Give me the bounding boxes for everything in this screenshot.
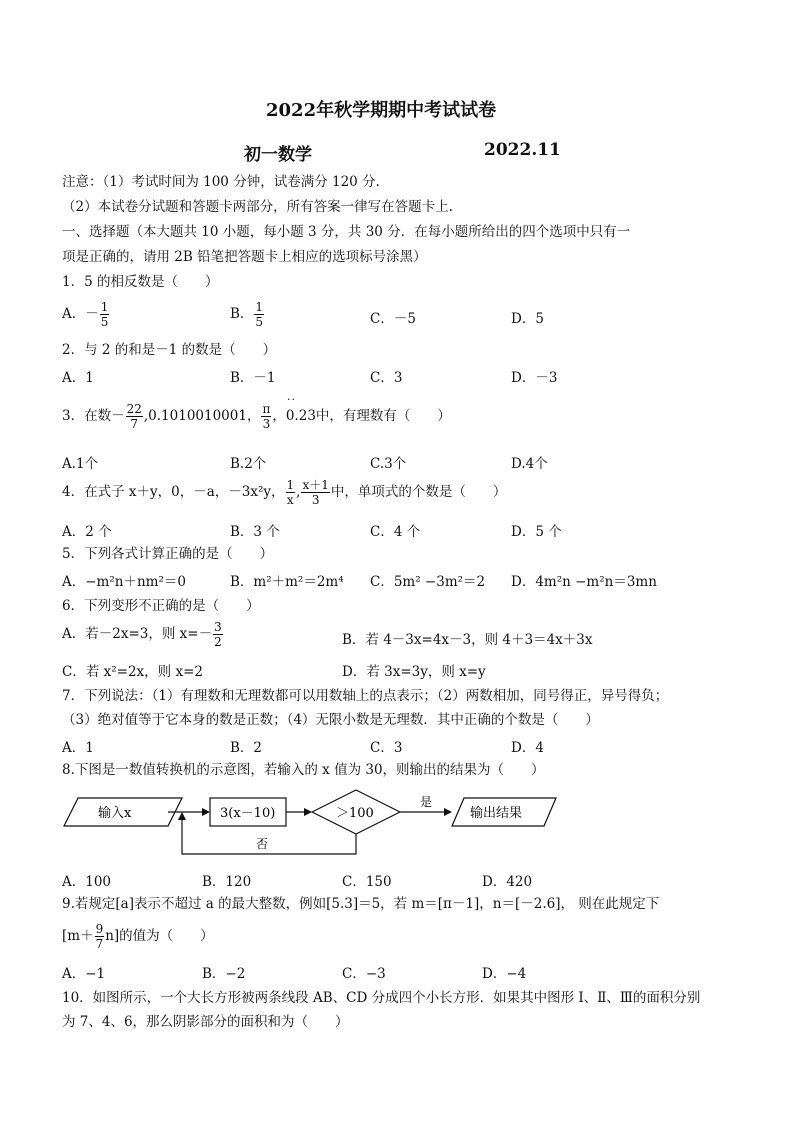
number-machine-flowchart [60, 786, 620, 862]
q9-stem-line-1: 9.若规定[a]表示不超过 a 的最大整数，例如[5.3]＝5，若 m＝[π－1]，n＝[－2.6]， 则在此规定下 [62, 896, 660, 912]
flow-no-label: 否 [256, 837, 269, 851]
flow-input-label: 输入x [98, 806, 132, 821]
q6-option-d: D．若 3x=3y，则 x=y [342, 664, 486, 680]
repeating-decimal-dots: ·· [287, 393, 296, 406]
q1-stem: 1．5 的相反数是（ ） [62, 274, 219, 290]
exam-date: 2022.11 [484, 140, 561, 160]
q8-option-b: B．120 [202, 874, 252, 890]
q4-option-a: A．2 个 [62, 524, 112, 540]
q6-option-b: B．若 4－3x=4x－3，则 4＋3＝4x＋3x [342, 632, 593, 648]
q6-stem: 6．下列变形不正确的是（ ） [62, 598, 260, 614]
note-2: （2）本试卷分试题和答题卡两部分，所有答案一律写在答题卡上. [62, 199, 453, 215]
flow-condition-label: ＞100 [336, 806, 374, 821]
subject-label: 初一数学 [244, 145, 312, 165]
q2-option-b: B．－1 [230, 370, 276, 386]
q5-option-c: C．5m² −3m²＝2 [370, 574, 486, 590]
q3-option-c: C.3个 [370, 456, 407, 472]
q9-option-d: D．−4 [482, 966, 527, 982]
q9-option-c: C．−3 [342, 966, 386, 982]
q3-option-b: B.2个 [230, 456, 267, 472]
q9-stem-line-2: [m＋ $\frac{9}{7}$ n]的值为（ ） [62, 922, 214, 951]
flow-formula-label: 3(x－10) [220, 806, 276, 821]
q2-stem: 2．与 2 的和是－1 的数是（ ） [62, 342, 277, 358]
q4-stem: 4．在式子 x＋y，0，－a，－3x²y， $\frac{1}{x}$ , $\frac{x+1}{3}$ 中，单项式的个数是（ ） [62, 478, 507, 507]
q8-option-d: D．420 [482, 874, 533, 890]
q7-option-c: C．3 [370, 740, 403, 756]
q5-option-a: A．−m²n＋nm²＝0 [62, 574, 186, 590]
flow-yes-label: 是 [420, 795, 433, 809]
q5-option-b: B．m²＋m²＝2m⁴ [230, 574, 344, 590]
section-1-instruction: 一、选择题（本大题共 10 小题，每小题 3 分，共 30 分．在每小题所给出的四个选项中只有一 [62, 224, 631, 240]
q7-option-d: D．4 [511, 740, 544, 756]
q6-option-c: C．若 x²=2x，则 x=2 [62, 664, 203, 680]
q7-stem-line-1: 7．下列说法：（1）有理数和无理数都可以用数轴上的点表示；（2）两数相加，同号得正，异号得负； [62, 688, 669, 704]
q8-stem: 8.下图是一数值转换机的示意图，若输入的 x 值为 30，则输出的结果为（ ） [62, 762, 545, 778]
flow-output-label: 输出结果 [470, 806, 523, 821]
q1-option-b: B． $\frac{1}{5}$ [230, 300, 264, 329]
q1-option-d: D．5 [511, 311, 544, 327]
section-1-instruction-cont: 项是正确的，请用 2B 铅笔把答题卡上相应的选项标号涂黑） [62, 249, 427, 265]
q10-stem-line-1: 10．如图所示，一个大长方形被两条线段 AB、CD 分成四个小长方形．如果其中图形 Ⅰ、Ⅱ、Ⅲ的面积分别 [62, 990, 701, 1006]
q2-option-d: D．－3 [511, 370, 558, 386]
q8-option-a: A．100 [62, 874, 112, 890]
q3-option-a: A.1个 [62, 456, 99, 472]
q6-option-a: A．若－2x=3，则 x=－ $\frac{3}{2}$ [62, 620, 222, 649]
q4-option-d: D．5 个 [511, 524, 562, 540]
q4-option-c: C．4 个 [370, 524, 421, 540]
q7-option-b: B．2 [230, 740, 263, 756]
q8-option-c: C．150 [342, 874, 392, 890]
q2-option-a: A．1 [62, 370, 94, 386]
note-1: 注意：（1）考试时间为 100 分钟，试卷满分 120 分. [62, 174, 380, 190]
q7-option-a: A．1 [62, 740, 94, 756]
q4-option-b: B．3 个 [230, 524, 280, 540]
q9-option-a: A．−1 [62, 966, 106, 982]
q10-stem-line-2: 为 7、4、6，那么阴影部分的面积和为（ ） [62, 1014, 349, 1030]
q7-stem-line-2: （3）绝对值等于它本身的数是正数；（4）无限小数是无理数．其中正确的个数是（ ） [62, 712, 599, 728]
q5-option-d: D．4m²n −m²n＝3mn [511, 574, 657, 590]
q3-stem: 3．在数－ $\frac{22}{7}$ ,0.1010010001， $\frac{\pi}{3}$ ，0.23中，有理数有（ ） [62, 402, 451, 431]
q5-stem: 5．下列各式计算正确的是（ ） [62, 546, 274, 562]
q3-option-d: D.4个 [511, 456, 548, 472]
q1-option-a: A．－ $\frac{1}{5}$ [62, 300, 109, 329]
q2-option-c: C．3 [370, 370, 403, 386]
q9-option-b: B．−2 [202, 966, 246, 982]
q1-option-c: C．－5 [370, 311, 416, 327]
exam-title: 2022年秋学期期中考试试卷 [266, 100, 497, 121]
